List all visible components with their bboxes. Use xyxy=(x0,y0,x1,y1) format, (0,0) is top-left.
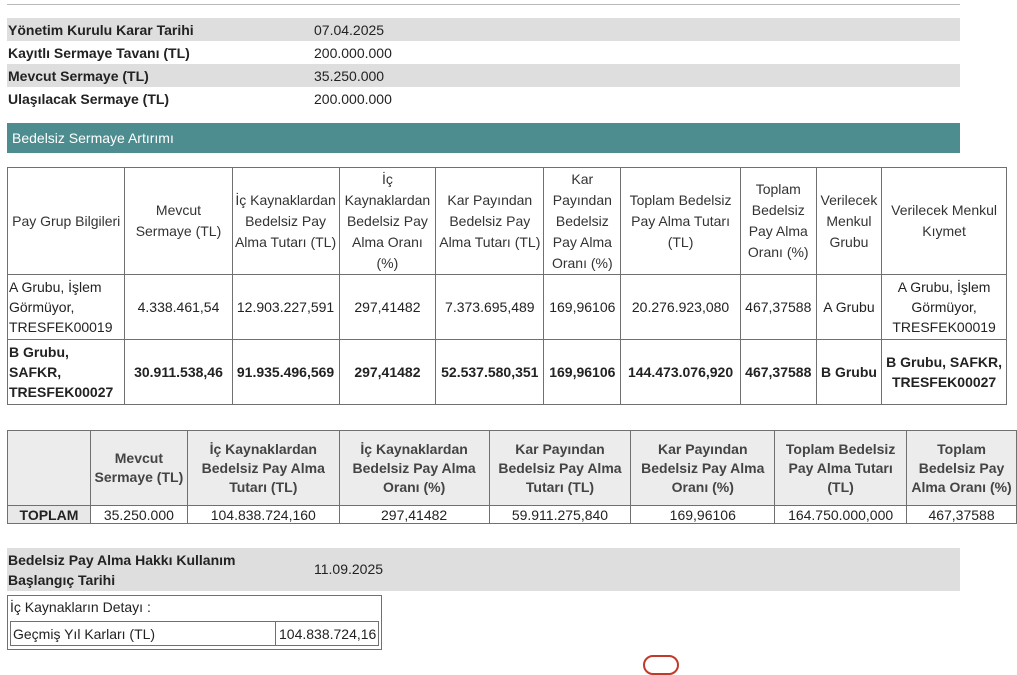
cell-divider xyxy=(275,622,276,645)
table-cell: 169,96106 xyxy=(544,275,621,340)
info-label: Yönetim Kurulu Karar Tarihi xyxy=(7,18,313,41)
totals-table xyxy=(7,430,1017,524)
group-table-header xyxy=(8,168,1007,275)
top-divider xyxy=(7,4,960,5)
info-row xyxy=(7,41,960,64)
column-header: Kar Payından Bedelsiz Pay Alma Oranı (%) xyxy=(631,431,775,506)
table-cell: 297,41482 xyxy=(339,275,436,340)
section-header: Bedelsiz Sermaye Artırımı xyxy=(7,123,960,153)
table-cell: 52.537.580,351 xyxy=(436,340,544,405)
column-header: İç Kaynaklardan Bedelsiz Pay Alma Oranı (%) xyxy=(339,431,489,506)
table-cell: 20.276.923,080 xyxy=(621,275,741,340)
column-header: Mevcut Sermaye (TL) xyxy=(125,168,232,275)
column-header: Pay Grup Bilgileri xyxy=(8,168,125,275)
column-header: Toplam Bedelsiz Pay Alma Tutarı (TL) xyxy=(775,431,907,506)
rights-start-date-row xyxy=(7,548,960,591)
table-cell: 104.838.724,160 xyxy=(187,506,339,524)
column-header: Toplam Bedelsiz Pay Alma Oranı (%) xyxy=(907,431,1017,506)
info-value: 07.04.2025 xyxy=(313,18,960,41)
info-row xyxy=(7,18,960,41)
table-cell: A Grubu, İşlem Görmüyor, TRESFEK00019 xyxy=(8,275,125,340)
table-cell: 467,37588 xyxy=(907,506,1017,524)
table-cell: 4.338.461,54 xyxy=(125,275,232,340)
table-cell: 7.373.695,489 xyxy=(436,275,544,340)
info-value: 200.000.000 xyxy=(314,44,392,61)
column-header: Kar Payından Bedelsiz Pay Alma Tutarı (TL) xyxy=(436,168,544,275)
info-value: 35.250.000 xyxy=(313,64,960,87)
table-cell: 297,41482 xyxy=(339,340,436,405)
totals-label: TOPLAM xyxy=(8,506,91,524)
info-value: 200.000.000 xyxy=(314,90,392,107)
table-cell: B Grubu, SAFKR, TRESFEK00027 xyxy=(882,340,1007,405)
empty-header-cell xyxy=(8,431,91,506)
table-cell: 144.473.076,920 xyxy=(621,340,741,405)
internal-sources-title: İç Kaynakların Detayı : xyxy=(10,599,151,615)
table-cell: 35.250.000 xyxy=(90,506,187,524)
table-cell: A Grubu xyxy=(816,275,881,340)
column-header: İç Kaynaklardan Bedelsiz Pay Alma Oranı (%) xyxy=(339,168,436,275)
column-header: Verilecek Menkul Grubu xyxy=(816,168,881,275)
table-cell: 91.935.496,569 xyxy=(232,340,339,405)
internal-sources-value: 104.838.724,16 xyxy=(279,626,377,642)
rights-start-date-label: Bedelsiz Pay Alma Hakkı Kullanım Başlangıç Tarihi xyxy=(8,552,236,588)
totals-table-header xyxy=(8,431,1017,506)
group-table xyxy=(7,167,1007,405)
info-table xyxy=(7,18,960,110)
table-cell: B Grubu xyxy=(816,340,881,405)
table-cell: B Grubu, SAFKR, TRESFEK00027 xyxy=(8,340,125,405)
table-cell: 12.903.227,591 xyxy=(232,275,339,340)
column-header: Mevcut Sermaye (TL) xyxy=(90,431,187,506)
internal-sources-row xyxy=(10,621,379,646)
info-row xyxy=(7,64,960,87)
internal-sources-detail xyxy=(7,595,382,650)
table-cell: 164.750.000,000 xyxy=(775,506,907,524)
info-label: Kayıtlı Sermaye Tavanı (TL) xyxy=(8,44,190,61)
table-cell: 59.911.275,840 xyxy=(489,506,631,524)
table-cell: 467,37588 xyxy=(740,340,816,405)
table-cell: 297,41482 xyxy=(339,506,489,524)
table-cell: 169,96106 xyxy=(544,340,621,405)
info-label: Ulaşılacak Sermaye (TL) xyxy=(8,90,170,107)
column-header: İç Kaynaklardan Bedelsiz Pay Alma Tutarı (TL) xyxy=(232,168,339,275)
column-header: İç Kaynaklardan Bedelsiz Pay Alma Tutarı (TL) xyxy=(187,431,339,506)
internal-sources-label: Geçmiş Yıl Karları (TL) xyxy=(13,626,156,642)
table-cell: 30.911.538,46 xyxy=(125,340,232,405)
column-header: Verilecek Menkul Kıymet xyxy=(882,168,1007,275)
info-label: Mevcut Sermaye (TL) xyxy=(7,64,313,87)
table-cell: A Grubu, İşlem Görmüyor, TRESFEK00019 xyxy=(882,275,1007,340)
table-cell: 169,96106 xyxy=(631,506,775,524)
totals-row xyxy=(8,506,1017,524)
table-cell: 467,37588 xyxy=(740,275,816,340)
red-round-button[interactable] xyxy=(643,655,679,675)
table-row xyxy=(8,340,1007,405)
rights-start-date-value: 11.09.2025 xyxy=(314,561,384,577)
column-header: Kar Payından Bedelsiz Pay Alma Oranı (%) xyxy=(544,168,621,275)
info-row xyxy=(7,87,960,110)
column-header: Kar Payından Bedelsiz Pay Alma Tutarı (TL) xyxy=(489,431,631,506)
column-header: Toplam Bedelsiz Pay Alma Tutarı (TL) xyxy=(621,168,741,275)
table-row xyxy=(8,275,1007,340)
column-header: Toplam Bedelsiz Pay Alma Oranı (%) xyxy=(740,168,816,275)
